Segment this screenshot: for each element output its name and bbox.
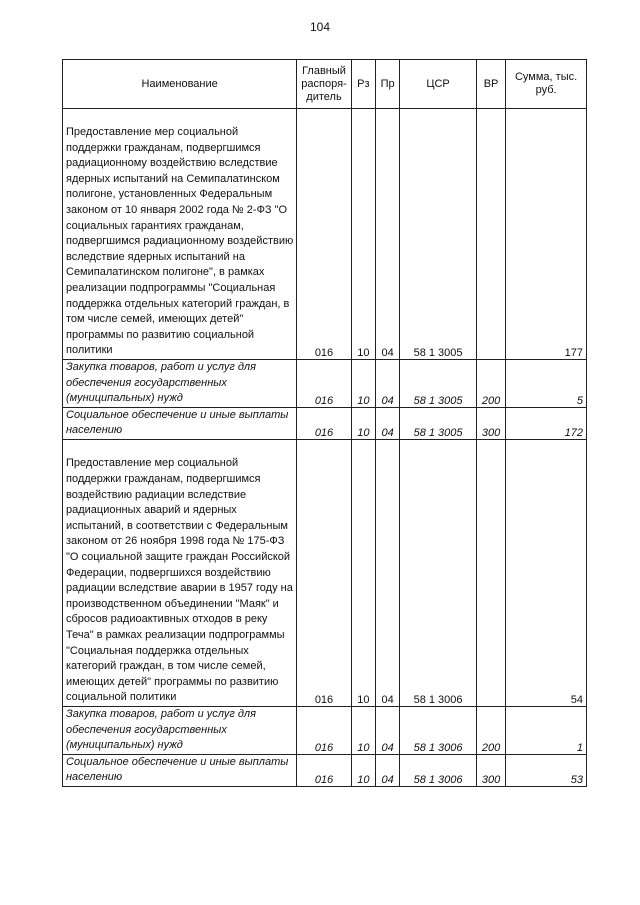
row-rz: 10 (351, 407, 375, 439)
row-csr: 58 1 3006 (400, 439, 477, 706)
row-chief: 016 (297, 407, 352, 439)
row-chief: 016 (297, 439, 352, 706)
table-row (63, 407, 587, 439)
row-chief: 016 (297, 706, 352, 754)
row-vr: 300 (476, 407, 505, 439)
header-name: Наименование (63, 60, 297, 109)
row-chief: 016 (297, 109, 352, 360)
row-csr: 58 1 3005 (400, 109, 477, 360)
row-chief: 016 (297, 754, 352, 786)
header-pr: Пр (375, 60, 399, 109)
row-sum: 177 (506, 109, 587, 360)
row-name: Закупка товаров, работ и услуг для обеспечения государственных (муниципальных) нужд (63, 706, 297, 754)
header-csr: ЦСР (400, 60, 477, 109)
header-sum: Сумма, тыс. руб. (506, 60, 587, 109)
row-rz: 10 (351, 109, 375, 360)
row-vr: 200 (476, 360, 505, 408)
header-rz: Рз (351, 60, 375, 109)
row-vr: 200 (476, 706, 505, 754)
page-number: 104 (309, 20, 331, 34)
row-pr: 04 (375, 439, 399, 706)
row-csr: 58 1 3006 (400, 706, 477, 754)
row-rz: 10 (351, 706, 375, 754)
row-sum: 54 (506, 439, 587, 706)
row-sum: 1 (506, 706, 587, 754)
header-chief-manager: Главный распоря-дитель (297, 60, 352, 109)
row-pr: 04 (375, 754, 399, 786)
row-csr: 58 1 3005 (400, 407, 477, 439)
table-row (63, 360, 587, 408)
header-row (63, 60, 587, 109)
row-name: Закупка товаров, работ и услуг для обеспечения государственных (муниципальных) нужд (63, 360, 297, 408)
row-csr: 58 1 3005 (400, 360, 477, 408)
row-rz: 10 (351, 360, 375, 408)
row-vr (476, 439, 505, 706)
row-rz: 10 (351, 754, 375, 786)
row-name: Предоставление мер социальной поддержки гражданам, подвергшимся радиационному воздействию вследствие ядерных испытаний на Семипалатинском полигоне, установленных Федеральным законом от 10 января 2002 года № 2-ФЗ "О социальных гарантиях гражданам, подвергшимся радиационному воздействию вследствие ядерных испытаний на Семипалатинском полигоне", в рамках реализации подпрограммы "Социальная поддержка отдельных категорий граждан, в том числе семей, имеющих детей" программы по развитию социальной политики (63, 109, 297, 360)
row-sum: 53 (506, 754, 587, 786)
row-sum: 172 (506, 407, 587, 439)
table-row (63, 109, 587, 360)
row-pr: 04 (375, 360, 399, 408)
row-csr: 58 1 3006 (400, 754, 477, 786)
table-row (63, 754, 587, 786)
table-row (63, 706, 587, 754)
header-vr: ВР (476, 60, 505, 109)
row-pr: 04 (375, 706, 399, 754)
row-rz: 10 (351, 439, 375, 706)
row-pr: 04 (375, 109, 399, 360)
row-name: Социальное обеспечение и иные выплаты населению (63, 754, 297, 786)
row-vr (476, 109, 505, 360)
row-pr: 04 (375, 407, 399, 439)
budget-table (62, 59, 587, 787)
row-vr: 300 (476, 754, 505, 786)
table-row (63, 439, 587, 706)
row-chief: 016 (297, 360, 352, 408)
row-name: Предоставление мер социальной поддержки гражданам, подвергшимся воздействию радиации вследствие радиационных аварий и ядерных испытаний, в соответствии с Федеральным законом от 26 ноября 1998 года № 175-ФЗ "О социальной защите граждан Российской Федерации, подвергшихся воздействию радиации вследствие аварии в 1957 году на производственном объединении "Маяк" и сбросов радиоактивных отходов в реку Теча" в рамках реализации подпрограммы "Социальная поддержка отдельных категорий граждан, в том числе семей, имеющих детей" программы по развитию социальной политики (63, 439, 297, 706)
row-name: Социальное обеспечение и иные выплаты населению (63, 407, 297, 439)
row-sum: 5 (506, 360, 587, 408)
